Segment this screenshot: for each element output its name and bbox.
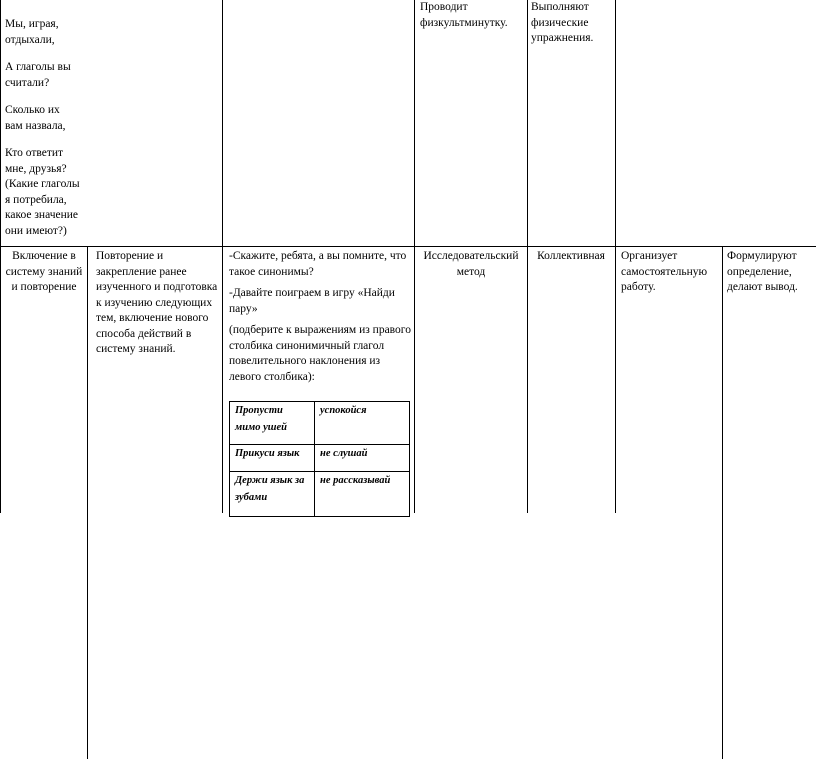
text-line: способа действий в: [96, 327, 192, 340]
text-line: к изучению следующих: [96, 296, 213, 309]
text-line: делают вывод.: [727, 281, 798, 293]
text-line: закрепление ранее: [96, 265, 187, 278]
poem-cell: [5, 17, 85, 239]
pair-left-line: Держи язык за: [235, 475, 305, 486]
poem-line: Кто ответит: [5, 147, 64, 159]
text-line: пару»: [229, 302, 258, 315]
stage-cell: [2, 249, 86, 296]
pair-left: [230, 402, 315, 445]
poem-line: мне, друзья?: [5, 162, 67, 175]
synonym-pairs-table: [229, 401, 410, 517]
poem-line: [5, 48, 85, 60]
grid-line: [87, 246, 88, 759]
teacher-activity-row2: [621, 249, 721, 296]
goal-cell: [96, 249, 220, 358]
pair-left-line: Пропусти: [235, 405, 283, 416]
pair-right: не рассказывай: [315, 472, 410, 517]
method-cell: [416, 249, 526, 280]
content-instruction: [229, 323, 413, 385]
text-line: работу.: [621, 281, 656, 293]
pair-right: не слушай: [315, 445, 410, 472]
text-line: систему знаний: [5, 265, 83, 278]
text-line: Организует: [621, 250, 678, 262]
student-activity-row1: [531, 0, 613, 47]
poem-line: Мы, играя,: [5, 18, 59, 30]
text-line: левого столбика):: [229, 370, 315, 383]
text-line: систему знаний.: [96, 343, 176, 355]
content-cell: [229, 249, 413, 385]
poem-line: (Какие глаголы: [5, 178, 80, 190]
pair-row: [230, 402, 410, 445]
pair-right: успокойся: [315, 402, 410, 445]
form-cell: [528, 249, 614, 265]
poem-line: [5, 91, 85, 103]
row-divider: [0, 246, 816, 247]
text-line: физкультминутку.: [420, 16, 508, 29]
pair-left: [230, 445, 315, 472]
pair-left-line: мимо ушей: [235, 422, 288, 433]
poem-line: они имеют?): [5, 224, 67, 237]
text-line: Выполняют: [531, 1, 589, 13]
poem-line: Сколько их: [5, 104, 60, 116]
poem-line: А глаголы вы: [5, 61, 71, 73]
text-line: (подберите к выражениям из правого: [229, 324, 411, 336]
text-line: физические: [531, 16, 589, 29]
pair-left: [230, 472, 315, 517]
grid-line: [414, 0, 415, 513]
poem-line: я потребила,: [5, 193, 67, 206]
pair-row: [230, 445, 410, 472]
poem-line: какое значение: [5, 209, 79, 221]
text-line: повелительного наклонения из: [229, 355, 381, 367]
text-line: упражнения.: [531, 32, 594, 44]
content-game: [229, 286, 413, 317]
text-line: метод: [456, 265, 486, 278]
pair-left-line: Прикуси язык: [235, 448, 300, 459]
text-line: и повторение: [11, 281, 77, 293]
poem-line: [5, 134, 85, 146]
text-line: -Давайте поиграем в игру «Найди: [229, 287, 395, 299]
student-activity-row2: [727, 249, 815, 296]
teacher-activity-row1: [420, 0, 525, 31]
text-line: изученного и подготовка: [96, 281, 218, 293]
grid-line: [615, 0, 616, 513]
text-line: определение,: [727, 265, 792, 278]
text-line: Повторение и: [96, 250, 164, 262]
poem-line: вам назвала,: [5, 119, 66, 132]
grid-line: [722, 246, 723, 759]
poem-line: считали?: [5, 76, 50, 89]
text-line: Включение в: [12, 250, 76, 262]
grid-line: [0, 0, 1, 513]
text-line: -Скажите, ребята, а вы помните, что: [229, 250, 407, 262]
pair-left-line: зубами: [235, 492, 268, 503]
pair-row: [230, 472, 410, 517]
text-line: самостоятельную: [621, 265, 708, 278]
text-line: Коллективная: [537, 250, 605, 262]
grid-line: [222, 0, 223, 513]
text-line: столбика синонимичный глагол: [229, 339, 385, 352]
text-line: Формулируют: [727, 250, 797, 262]
text-line: такое синонимы?: [229, 265, 314, 278]
text-line: Исследовательский: [423, 250, 519, 262]
content-question: [229, 249, 413, 280]
poem-line: отдыхали,: [5, 33, 55, 46]
text-line: тем, включение нового: [96, 312, 209, 324]
text-line: Проводит: [420, 1, 468, 13]
